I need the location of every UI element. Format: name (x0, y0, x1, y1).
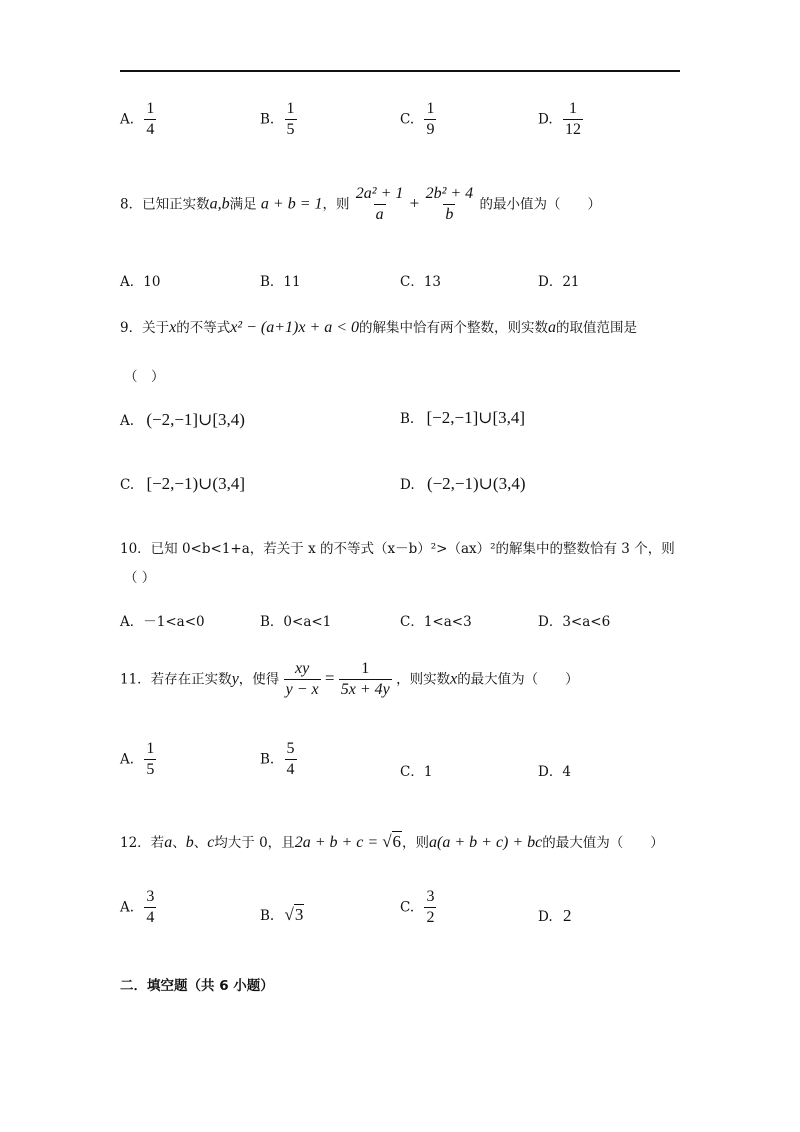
q9-option-d (400, 474, 526, 494)
separator: 、 (193, 835, 208, 851)
numerator: xy (294, 660, 310, 677)
sqrt-sign: √ (284, 905, 294, 924)
denominator: a (375, 206, 384, 224)
q11-stem (120, 660, 579, 700)
q7-option-b (260, 100, 297, 140)
q8-lead-text: 8．已知正实数 (120, 196, 210, 213)
denominator: b (445, 206, 454, 224)
numerator: 2a² + 1 (355, 185, 404, 202)
option-label: B. (260, 111, 275, 128)
q8-option-d: D．21 (538, 274, 580, 290)
q9-tail-text-2: 的取值范围是 (556, 320, 638, 336)
q9-var-x: x (169, 319, 177, 336)
q8-tail-text: 的最小值为（ ） (479, 196, 601, 213)
denominator: 4 (146, 121, 155, 139)
numerator: 1 (426, 100, 435, 117)
sqrt-sign: √ (382, 832, 392, 851)
numerator: 1 (146, 100, 155, 117)
q11-option-c: C．1 (400, 764, 433, 780)
section-heading: 二．填空题（共 6 小题） (120, 978, 274, 994)
option-expression: (−2,−1]∪[3,4) (146, 410, 245, 429)
q9-option-c (120, 474, 245, 494)
denominator: 12 (564, 121, 581, 139)
q11-option-d: D．4 (538, 764, 571, 780)
q8-mid-text: 满足 (229, 196, 257, 213)
header-rule (120, 70, 680, 72)
plus-sign: + (409, 193, 420, 213)
q9-tail-text-1: 的解集中恰有两个整数，则实数 (359, 320, 549, 336)
q9-option-b (400, 408, 525, 428)
q12-mid-text: 均大于 0，且 (214, 835, 295, 851)
q9-inequality: x² − (a+1)x + a < 0 (230, 319, 360, 336)
option-expression: [−2,−1)∪(3,4] (146, 474, 246, 493)
denominator: 5 (286, 121, 295, 139)
option-value: 2 (562, 906, 572, 925)
fraction (144, 888, 156, 928)
denominator: 2 (426, 909, 435, 927)
denominator: 9 (426, 121, 435, 139)
option-label: C. (120, 477, 135, 493)
q9-option-a (120, 410, 245, 430)
q8-condition: a + b = 1 (260, 195, 323, 213)
q12-radicand: 6 (392, 832, 402, 851)
q7-option-d (538, 100, 583, 140)
separator: 、 (172, 835, 186, 851)
q9-mid-text: 的不等式 (176, 320, 231, 336)
q10-answer-paren: （ ） (124, 570, 156, 586)
q11-var-x: x (450, 670, 458, 688)
numerator: 1 (361, 660, 370, 677)
q8-stem (120, 185, 601, 225)
fraction (285, 100, 297, 140)
numerator: 1 (146, 740, 155, 757)
denominator: 4 (286, 761, 295, 779)
q11-option-b (260, 740, 297, 780)
option-label: A. (120, 751, 135, 768)
q12-comma: ，则 (402, 835, 430, 851)
fraction (424, 100, 436, 140)
equals-sign: = (324, 668, 335, 688)
q11-tail-text-2: 的最大值为（ ） (457, 671, 579, 688)
option-label: D. (538, 909, 553, 925)
numerator: 2b² + 4 (425, 185, 474, 202)
q12-option-d (538, 906, 571, 926)
q12-var-b: b (185, 834, 194, 851)
option-label: D. (538, 111, 553, 128)
denominator: y − x (285, 681, 319, 699)
q11-option-a (120, 740, 156, 780)
q8-fraction-2 (424, 185, 476, 225)
numerator: 1 (286, 100, 295, 117)
fraction (424, 888, 436, 928)
denominator: 4 (146, 909, 155, 927)
q11-lead-text: 11．若存在正实数 (120, 671, 232, 688)
option-label: A. (120, 111, 135, 128)
q12-stem (120, 831, 664, 852)
option-label: A. (120, 413, 135, 429)
numerator: 1 (568, 100, 577, 117)
q8-vars: a,b (209, 195, 230, 213)
q8-option-c: C．13 (400, 274, 442, 290)
q11-mid-text: ，使得 (238, 671, 280, 688)
q9-lead-text: 9．关于 (120, 320, 170, 336)
option-label: A. (120, 899, 135, 916)
option-label: C. (400, 899, 415, 916)
q10-option-d: D．3<a<6 (538, 614, 611, 630)
q12-expression: a(a + b + c) + bc (429, 834, 543, 851)
q10-stem: 10．已知 0<b<1+a，若关于 x 的不等式（x－b）²>（ax）²的解集中的整数恰有 3 个，则 (120, 541, 675, 557)
q8-option-b: B．11 (260, 274, 301, 290)
q12-condition: 2a + b + c = (294, 834, 383, 851)
q11-var-y: y (231, 670, 239, 688)
q8-option-a: A．10 (120, 274, 161, 290)
q7-option-c (400, 100, 436, 140)
q9-answer-paren: （ ） (124, 369, 165, 385)
numerator: 3 (146, 888, 155, 905)
option-label: B. (400, 411, 415, 427)
q10-option-a: A．－1<a<0 (120, 614, 205, 630)
denominator: 5x + 4y (340, 681, 390, 699)
q11-tail-text-1: ，则实数 (396, 671, 451, 688)
q9-var-a: a (548, 319, 557, 336)
fraction (144, 100, 156, 140)
q11-fraction-2 (339, 660, 392, 700)
option-expression: [−2,−1]∪[3,4] (426, 408, 526, 427)
option-label: B. (260, 908, 275, 924)
q12-option-a (120, 888, 156, 928)
option-label: D. (400, 477, 415, 493)
option-label: B. (260, 751, 275, 768)
option-radicand: 3 (294, 905, 304, 924)
numerator: 5 (286, 740, 295, 757)
q12-var-a: a (164, 834, 173, 851)
q7-option-a (120, 100, 156, 140)
q12-var-c: c (207, 834, 215, 851)
q8-comma: ，则 (322, 196, 350, 213)
q12-option-b (260, 905, 304, 925)
q12-lead-text: 12．若 (120, 835, 165, 851)
q11-fraction-1 (284, 660, 321, 700)
q8-fraction-1 (354, 185, 406, 225)
q9-stem (120, 316, 637, 337)
fraction (563, 100, 583, 140)
q12-option-c (400, 888, 436, 928)
q10-option-b: B．0<a<1 (260, 614, 332, 630)
fraction (285, 740, 297, 780)
option-label: C. (400, 111, 415, 128)
option-expression: (−2,−1)∪(3,4) (426, 474, 526, 493)
numerator: 3 (426, 888, 435, 905)
q12-tail-text: 的最大值为（ ） (542, 835, 664, 851)
denominator: 5 (146, 761, 155, 779)
q10-option-c: C．1<a<3 (400, 614, 472, 630)
fraction (144, 740, 156, 780)
